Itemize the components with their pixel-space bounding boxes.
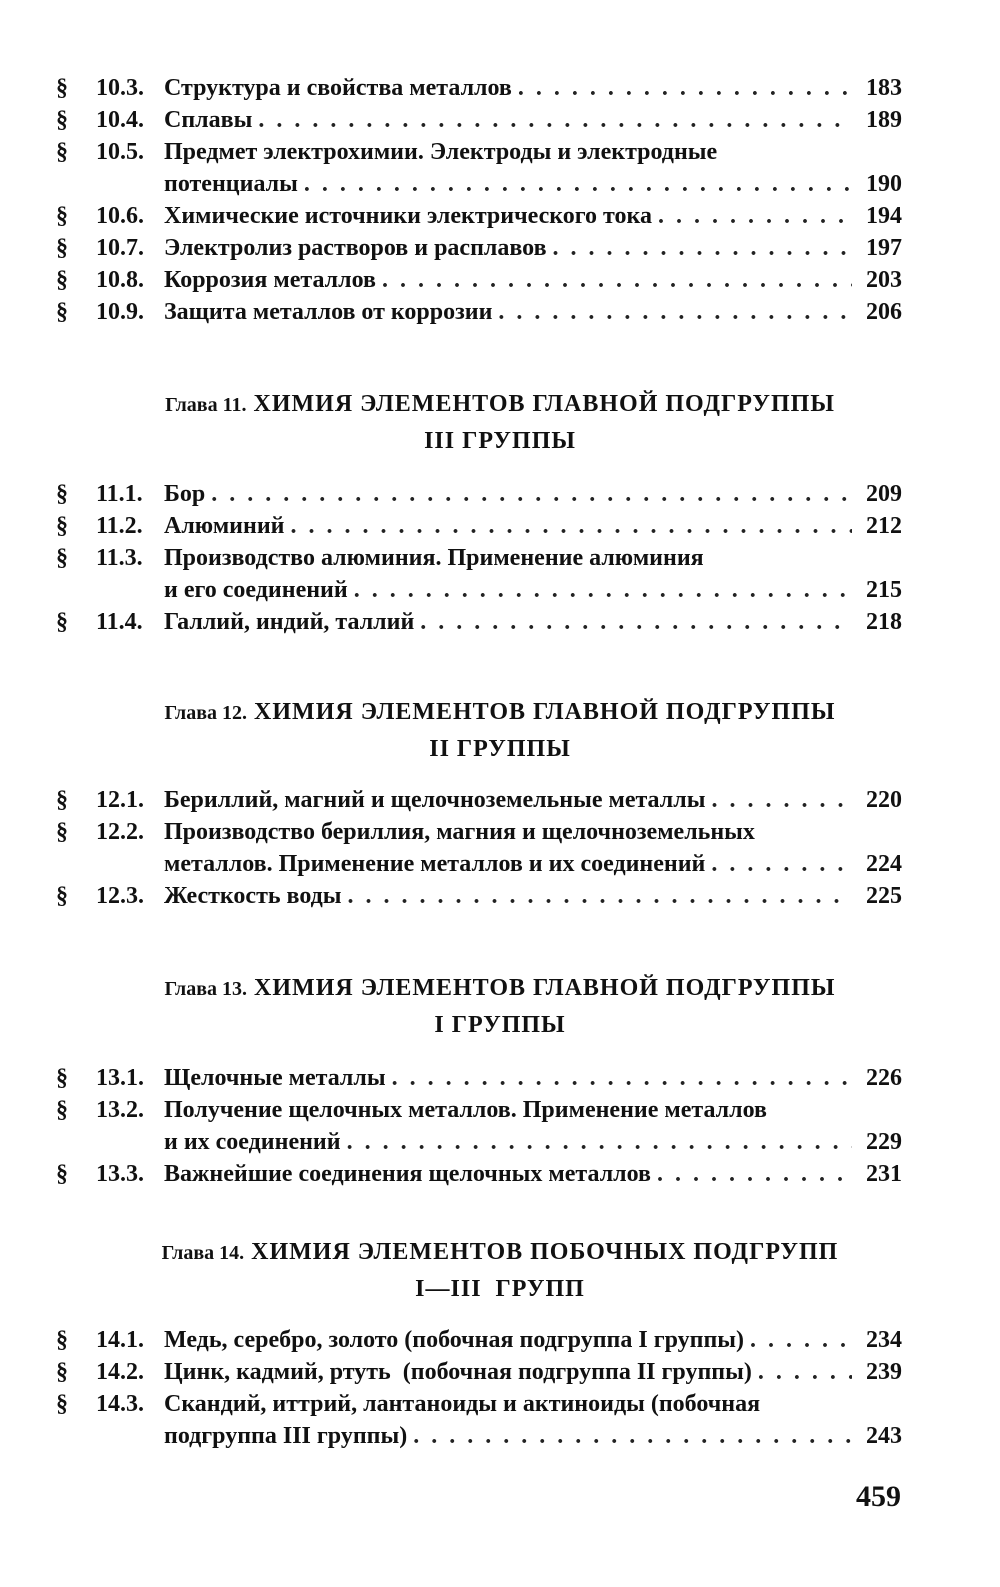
section-title: Производство алюминия. Применение алюминия	[164, 545, 704, 571]
section-number: 13.2.	[96, 1097, 144, 1123]
section-sign: §	[56, 1065, 68, 1091]
section-sign: §	[56, 107, 68, 133]
dot-leader	[347, 1126, 852, 1158]
section-number: 10.4.	[96, 107, 144, 133]
section-number: 14.1.	[96, 1327, 144, 1353]
section-title: Важнейшие соединения щелочных металлов	[164, 1161, 651, 1187]
toc-entry	[56, 264, 902, 296]
page-ref: 226	[866, 1065, 902, 1091]
dot-leader	[758, 1356, 852, 1388]
toc-entry	[56, 816, 902, 880]
section-number: 14.3.	[96, 1391, 144, 1417]
chapter-heading	[0, 970, 1000, 1043]
toc-entry	[56, 104, 902, 136]
section-title: Предмет электрохимии. Электроды и электродные	[164, 139, 718, 165]
section-sign: §	[56, 203, 68, 229]
section-title-continued: металлов. Применение металлов и их соединений	[164, 851, 706, 877]
toc-entry	[56, 880, 902, 912]
section-title: Алюминий	[164, 513, 285, 539]
chapter-heading	[0, 1234, 1000, 1307]
chapter-title: ХИМИЯ ЭЛЕМЕНТОВ ГЛАВНОЙ ПОДГРУППЫ	[253, 391, 835, 417]
toc-entry	[56, 136, 902, 200]
section-sign: §	[56, 235, 68, 261]
toc-entry	[56, 784, 902, 816]
toc-entry	[56, 510, 902, 542]
page-ref: 206	[866, 299, 902, 325]
page-ref: 194	[866, 203, 902, 229]
toc-section-list	[56, 784, 902, 912]
chapter-title: ХИМИЯ ЭЛЕМЕНТОВ ГЛАВНОЙ ПОДГРУППЫ	[254, 699, 836, 725]
section-title: Бериллий, магний и щелочноземельные металлы	[164, 787, 706, 813]
chapter-heading	[0, 386, 1000, 459]
section-sign: §	[56, 299, 68, 325]
toc-entry	[56, 72, 902, 104]
chapter-label: Глава 14.	[161, 1242, 245, 1264]
chapter-title-line2: II ГРУППЫ	[429, 736, 571, 762]
toc-entry	[56, 296, 902, 328]
page-ref: 231	[866, 1161, 902, 1187]
section-title: Сплавы	[164, 107, 253, 133]
section-sign: §	[56, 513, 68, 539]
section-number: 10.6.	[96, 203, 144, 229]
page-ref: 239	[866, 1359, 902, 1385]
page-ref: 225	[866, 883, 902, 909]
page-ref: 190	[866, 171, 902, 197]
dot-leader	[750, 1324, 852, 1356]
dot-leader	[711, 784, 852, 816]
section-sign: §	[56, 819, 68, 845]
section-number: 10.3.	[96, 75, 144, 101]
section-title-continued: подгруппа III группы)	[164, 1423, 408, 1449]
section-number: 11.2.	[96, 513, 143, 539]
chapter-title: ХИМИЯ ЭЛЕМЕНТОВ ГЛАВНОЙ ПОДГРУППЫ	[254, 975, 836, 1001]
toc-entry	[56, 1094, 902, 1158]
page-ref: 229	[866, 1129, 902, 1155]
section-title-continued: потенциалы	[164, 171, 298, 197]
chapter-title: ХИМИЯ ЭЛЕМЕНТОВ ПОБОЧНЫХ ПОДГРУПП	[251, 1239, 839, 1265]
dot-leader	[348, 880, 852, 912]
toc-entry	[56, 1324, 902, 1356]
section-title: Галлий, индий, таллий	[164, 609, 415, 635]
section-number: 14.2.	[96, 1359, 144, 1385]
page-ref: 234	[866, 1327, 902, 1353]
section-sign: §	[56, 1161, 68, 1187]
toc-entry	[56, 1356, 902, 1388]
section-sign: §	[56, 267, 68, 293]
toc-entry	[56, 200, 902, 232]
section-title: Химические источники электрического тока	[164, 203, 652, 229]
section-number: 12.3.	[96, 883, 144, 909]
page-ref: 212	[866, 513, 902, 539]
toc-section-list	[56, 1062, 902, 1190]
section-title: Электролиз растворов и расплавов	[164, 235, 547, 261]
dot-leader	[382, 264, 852, 296]
toc-entry	[56, 1062, 902, 1094]
section-title-continued: и их соединений	[164, 1129, 341, 1155]
section-title: Медь, серебро, золото (побочная подгруппа I группы)	[164, 1327, 745, 1353]
page-ref: 218	[866, 609, 902, 635]
section-sign: §	[56, 139, 68, 165]
dot-leader	[518, 72, 852, 104]
section-number: 12.2.	[96, 819, 144, 845]
section-title: Жесткость воды	[164, 883, 342, 909]
dot-leader	[553, 232, 852, 264]
dot-leader	[304, 168, 852, 200]
chapter-label: Глава 11.	[165, 394, 247, 416]
section-title: Скандий, иттрий, лантаноиды и актиноиды (побочная	[164, 1391, 761, 1417]
dot-leader	[413, 1420, 852, 1452]
section-sign: §	[56, 481, 68, 507]
section-number: 11.3.	[96, 545, 143, 571]
dot-leader	[657, 1158, 852, 1190]
section-sign: §	[56, 1359, 68, 1385]
toc-entry	[56, 232, 902, 264]
page-ref: 189	[866, 107, 902, 133]
section-number: 13.1.	[96, 1065, 144, 1091]
page-ref: 203	[866, 267, 902, 293]
section-title: Защита металлов от коррозии	[164, 299, 493, 325]
page-ref: 183	[866, 75, 902, 101]
section-title-continued: и его соединений	[164, 577, 348, 603]
page-ref: 220	[866, 787, 902, 813]
page-number: 459	[856, 1480, 901, 1513]
dot-leader	[658, 200, 852, 232]
section-sign: §	[56, 883, 68, 909]
section-title: Коррозия металлов	[164, 267, 376, 293]
page-ref: 224	[866, 851, 902, 877]
toc-entry	[56, 542, 902, 606]
dot-leader	[258, 104, 852, 136]
chapter-label: Глава 13.	[164, 978, 248, 1000]
section-title: Получение щелочных металлов. Применение металлов	[164, 1097, 767, 1123]
section-title: Структура и свойства металлов	[164, 75, 512, 101]
section-number: 12.1.	[96, 787, 144, 813]
toc-entry	[56, 1158, 902, 1190]
dot-leader	[420, 606, 852, 638]
section-number: 11.1.	[96, 481, 143, 507]
dot-leader	[211, 478, 852, 510]
section-number: 13.3.	[96, 1161, 144, 1187]
section-sign: §	[56, 609, 68, 635]
toc-entry	[56, 606, 902, 638]
toc-entry	[56, 478, 902, 510]
chapter-title-line2: I—III ГРУПП	[415, 1276, 585, 1302]
page-ref: 209	[866, 481, 902, 507]
page-ref: 215	[866, 577, 902, 603]
section-sign: §	[56, 1327, 68, 1353]
toc-section-list	[56, 478, 902, 638]
section-number: 10.9.	[96, 299, 144, 325]
section-number: 10.8.	[96, 267, 144, 293]
section-sign: §	[56, 1391, 68, 1417]
section-title: Цинк, кадмий, ртуть (побочная подгруппа II группы)	[164, 1359, 752, 1385]
section-sign: §	[56, 787, 68, 813]
chapter-heading	[0, 694, 1000, 767]
section-sign: §	[56, 1097, 68, 1123]
dot-leader	[354, 574, 852, 606]
toc-section-list	[56, 1324, 902, 1452]
section-number: 11.4.	[96, 609, 143, 635]
dot-leader	[290, 510, 852, 542]
section-number: 10.7.	[96, 235, 144, 261]
section-title: Производство бериллия, магния и щелочноземельных	[164, 819, 755, 845]
dot-leader	[711, 848, 852, 880]
chapter-label: Глава 12.	[164, 702, 248, 724]
toc-entry	[56, 1388, 902, 1452]
section-sign: §	[56, 75, 68, 101]
dot-leader	[392, 1062, 852, 1094]
section-title: Щелочные металлы	[164, 1065, 386, 1091]
toc-section-list	[56, 72, 902, 328]
section-number: 10.5.	[96, 139, 144, 165]
chapter-title-line2: III ГРУППЫ	[424, 428, 576, 454]
dot-leader	[498, 296, 852, 328]
page-ref: 243	[866, 1423, 902, 1449]
section-title: Бор	[164, 481, 206, 507]
chapter-title-line2: I ГРУППЫ	[434, 1012, 566, 1038]
page-ref: 197	[866, 235, 902, 261]
section-sign: §	[56, 545, 68, 571]
